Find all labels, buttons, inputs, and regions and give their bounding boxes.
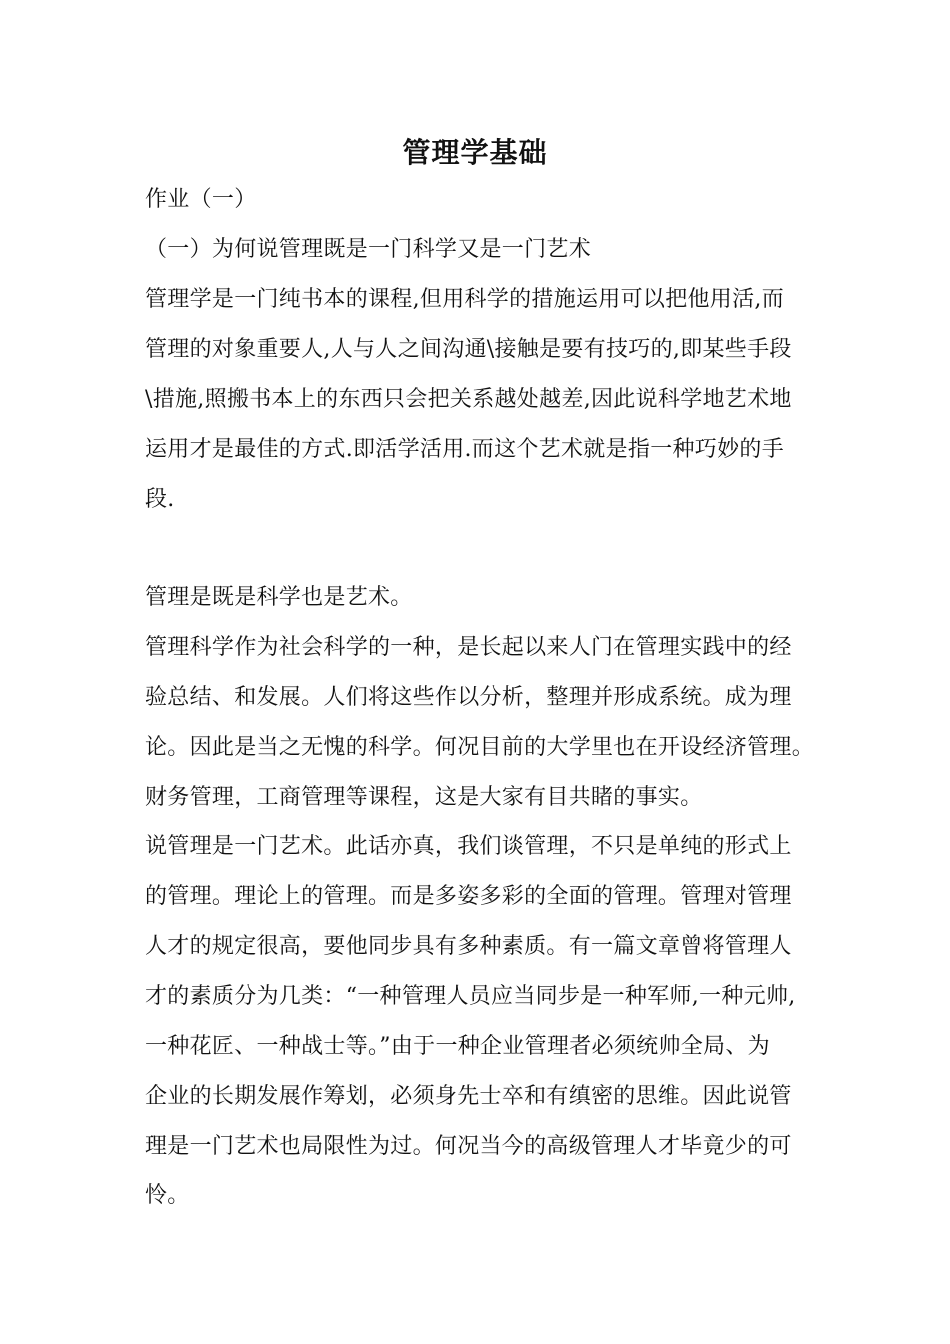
paragraph-line: 才的素质分为几类：“一种管理人员应当同步是一种军师,一种元帅, bbox=[145, 984, 796, 1009]
question-heading: （一）为何说管理既是一门科学又是一门艺术 bbox=[145, 237, 592, 262]
paragraph-line: 验总结、和发展。人们将这些作以分析，整理并形成系统。成为理 bbox=[145, 685, 792, 710]
paragraph-line: 说管理是一门艺术。此话亦真，我们谈管理，不只是单纯的形式上 bbox=[145, 834, 792, 859]
assignment-heading: 作业（一） bbox=[145, 187, 257, 212]
paragraph-line: 段. bbox=[145, 487, 175, 512]
paragraph-line: 理是一门艺术也局限性为过。何况当今的高级管理人才毕竟少的可 bbox=[145, 1134, 792, 1159]
paragraph-line: \措施,照搬书本上的东西只会把关系越处越差,因此说科学地艺术地 bbox=[145, 387, 792, 412]
paragraph-line: 财务管理，工商管理等课程，这是大家有目共睹的事实。 bbox=[145, 785, 703, 810]
paragraph-line: 的管理。理论上的管理。而是多姿多彩的全面的管理。管理对管理 bbox=[145, 884, 792, 909]
paragraph-line: 人才的规定很高，要他同步具有多种素质。有一篇文章曾将管理人 bbox=[145, 934, 792, 959]
paragraph-line: 企业的长期发展作筹划，必须身先士卒和有缜密的思维。因此说管 bbox=[145, 1084, 792, 1109]
paragraph-line: 管理科学作为社会科学的一种，是长起以来人门在管理实践中的经 bbox=[145, 635, 792, 660]
paragraph-line: 一种花匠、一种战士等。”由于一种企业管理者必须统帅全局、为 bbox=[145, 1034, 770, 1059]
document-title: 管理学基础 bbox=[402, 136, 548, 169]
paragraph-line: 怜。 bbox=[145, 1183, 190, 1208]
paragraph-line: 管理的对象重要人,人与人之间沟通\接触是要有技巧的,即某些手段 bbox=[145, 337, 792, 362]
paragraph-line: 管理学是一门纯书本的课程,但用科学的措施运用可以把他用活,而 bbox=[145, 287, 784, 312]
paragraph-line: 论。因此是当之无愧的科学。何况目前的大学里也在开设经济管理。 bbox=[145, 735, 815, 760]
paragraph-line: 管理是既是科学也是艺术。 bbox=[145, 585, 413, 610]
paragraph-line: 运用才是最佳的方式.即活学活用.而这个艺术就是指一种巧妙的手 bbox=[145, 437, 784, 462]
